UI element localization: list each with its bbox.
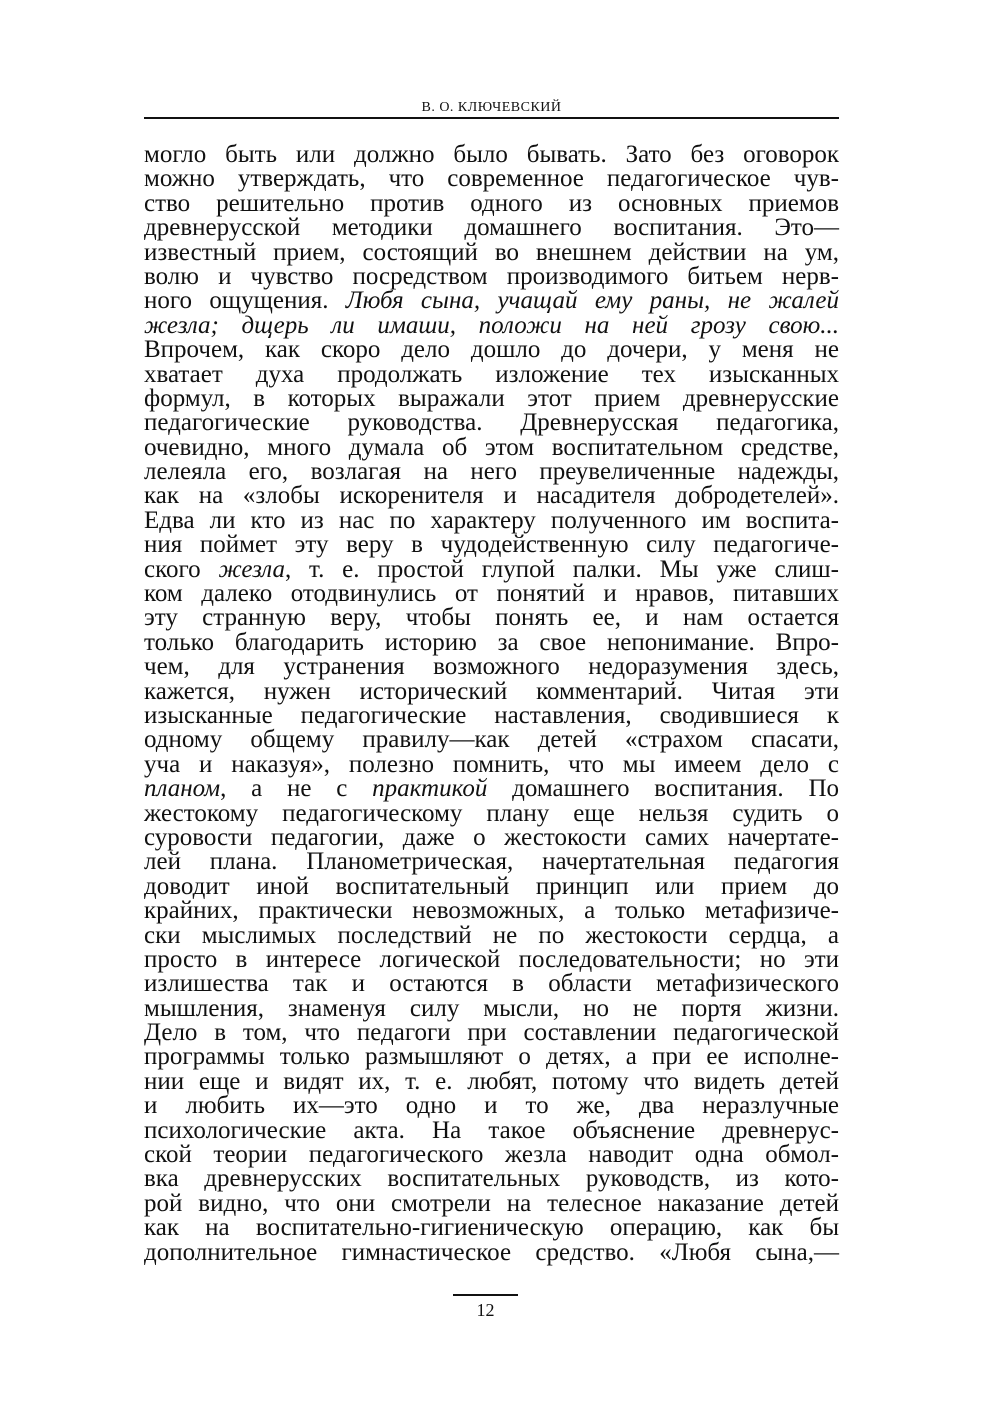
- text-line: [144, 189, 839, 217]
- text-line: [144, 311, 839, 339]
- text-segment: жестокому педагогическому плану еще нельзя судить о: [144, 799, 839, 827]
- text-line: [144, 1116, 839, 1144]
- text-line: [144, 701, 839, 729]
- italic-text: Любя сына, учащай ему раны, не жалей: [345, 287, 839, 315]
- text-segment: доводит иной воспитательный принцип или прием до: [144, 872, 839, 900]
- running-head-author: В. О. КЛЮЧЕВСКИЙ: [421, 100, 562, 115]
- text-segment: как на «злобы искоренителя и насадителя добродетелей».: [144, 482, 839, 510]
- text-line: [144, 606, 839, 630]
- text-segment: могло быть или должно было бывать. Зато без оговорок: [144, 141, 839, 168]
- text-segment: только благодарить историю за свое непонимание. Впро-: [144, 628, 839, 656]
- text-segment: излишества так и остаются в области метафизического: [144, 970, 839, 998]
- text-line: [144, 433, 839, 461]
- text-segment: нии еще и видят их, т. е. любят, потому что видеть детей: [144, 1067, 839, 1095]
- text-segment: ком далеко отодвинулись от понятий и нравов, питавших: [144, 580, 839, 608]
- italic-text: планом: [144, 775, 221, 803]
- text-line: [144, 728, 839, 752]
- text-line: [144, 1238, 839, 1266]
- text-segment: , т. е. простой глупой палки. Мы уже слиш-: [284, 555, 839, 583]
- text-line: [144, 238, 839, 266]
- page-number-rule: [453, 1294, 518, 1296]
- text-segment: и любить их—это одно и то же, два неразлучные: [144, 1092, 839, 1120]
- text-segment: ного ощущения.: [144, 287, 346, 315]
- text-line: [144, 555, 839, 583]
- text-segment: одному общему правилу—как детей «страхом спасати,: [144, 726, 839, 754]
- text-line: [144, 945, 839, 973]
- text-segment: домашнего воспитания. По: [487, 775, 840, 803]
- text-segment: древнерусской методики домашнего воспитания. Это—: [144, 214, 839, 242]
- text-line: [144, 1216, 839, 1240]
- italic-text: жезла; дщерь ли имаши, положи на ней грозу свою...: [144, 311, 839, 339]
- page-number: 12: [476, 1300, 495, 1320]
- text-line: [144, 655, 839, 679]
- text-line: [144, 167, 839, 191]
- text-line: [144, 850, 839, 874]
- text-line: [144, 484, 839, 508]
- text-segment: просто в интересе логической последовательности; но эти: [144, 945, 839, 973]
- text-line: [144, 799, 839, 827]
- text-line: [144, 338, 839, 362]
- text-line: [144, 360, 839, 388]
- text-segment: чем, для устранения возможного недоразумения здесь,: [144, 653, 839, 681]
- text-segment: педагогические руководства. Древнерусская педагогика,: [144, 409, 839, 437]
- text-segment: лелеяла его, возлагая на него преувеличенные надежды,: [144, 458, 839, 486]
- text-line: [144, 628, 839, 656]
- italic-text: жезла: [218, 555, 285, 583]
- text-line: [144, 777, 839, 801]
- text-segment: формул, в которых выражали этот прием древнерусские: [144, 384, 839, 412]
- text-line: [144, 921, 839, 949]
- text-segment: суровости педагогии, даже о жестокости самих начертате-: [144, 823, 839, 851]
- text-line: [144, 872, 839, 900]
- text-segment: как на воспитательно-гигиеническую операцию, как бы: [144, 1214, 839, 1242]
- text-segment: ство решительно против одного из основных приемов: [144, 189, 839, 217]
- text-segment: дополнительное гимнастическое средство. «Любя сына,—: [144, 1238, 839, 1266]
- text-line: [144, 750, 839, 778]
- italic-text: практикой: [372, 775, 488, 803]
- text-segment: ния поймет эту веру в чудодейственную силу педагогиче-: [144, 531, 839, 559]
- text-segment: известный прием, состоящий во внешнем действии на ум,: [144, 238, 839, 266]
- text-segment: лей плана. Планометрическая, начертательная педагогия: [144, 848, 839, 876]
- text-line: [144, 384, 839, 412]
- text-segment: крайних, практически невозможных, а только метафизиче-: [144, 897, 839, 925]
- text-segment: кажется, нужен исторический комментарий. Читая эти: [144, 677, 839, 705]
- text-segment: программы только размышляют о детях, а при ее исполне-: [144, 1043, 839, 1071]
- text-segment: изысканные педагогические наставления, сводившиеся к: [144, 701, 839, 729]
- text-segment: психологические акта. На такое объяснение древнерус-: [144, 1116, 839, 1144]
- text-line: [144, 823, 839, 851]
- text-line: [144, 411, 839, 435]
- header-rule: [144, 117, 839, 119]
- text-line: [144, 994, 839, 1022]
- text-segment: , а не с: [220, 775, 373, 803]
- text-line: [144, 677, 839, 705]
- text-line: [144, 460, 839, 484]
- text-segment: ски мыслимых последствий не по жестокости сердца, а: [144, 921, 839, 949]
- text-segment: уча и наказуя», полезно помнить, что мы имеем дело с: [144, 750, 839, 778]
- text-line: [144, 1045, 839, 1069]
- text-segment: Едва ли кто из нас по характеру полученного им воспита-: [144, 506, 839, 534]
- text-line: [144, 972, 839, 996]
- text-line: [144, 289, 839, 313]
- text-segment: волю и чувство посредством производимого битьем нерв-: [144, 262, 839, 290]
- text-segment: эту странную веру, чтобы понять ее, и нам остается: [144, 604, 839, 632]
- text-segment: вка древнерусских воспитательных руководств, из кото-: [144, 1165, 839, 1193]
- text-segment: мышления, знаменуя силу мысли, но не портя жизни.: [144, 994, 839, 1022]
- text-line: [144, 1094, 839, 1118]
- text-line: [144, 143, 839, 167]
- text-segment: хватает духа продолжать изложение тех изысканных: [144, 360, 839, 388]
- body-text: [144, 143, 839, 1265]
- text-segment: ской теории педагогического жезла наводит одна обмол-: [144, 1141, 839, 1169]
- text-line: [144, 1167, 839, 1191]
- text-line: [144, 899, 839, 923]
- text-line: [144, 1143, 839, 1167]
- text-segment: Дело в том, что педагоги при составлении педагогической: [144, 1019, 839, 1047]
- text-line: [144, 533, 839, 557]
- text-line: [144, 262, 839, 290]
- text-line: [144, 1067, 839, 1095]
- text-line: [144, 506, 839, 534]
- text-segment: рой видно, что они смотрели на телесное наказание детей: [144, 1189, 839, 1217]
- text-segment: можно утверждать, что современное педагогическое чув-: [144, 165, 839, 193]
- text-segment: очевидно, много думала об этом воспитательном средстве,: [144, 433, 839, 461]
- text-segment: ского: [144, 555, 219, 583]
- text-line: [144, 216, 839, 240]
- text-line: [144, 1189, 839, 1217]
- text-line: [144, 582, 839, 606]
- text-segment: Впрочем, как скоро дело дошло до дочери, у меня не: [144, 336, 839, 364]
- text-line: [144, 1021, 839, 1045]
